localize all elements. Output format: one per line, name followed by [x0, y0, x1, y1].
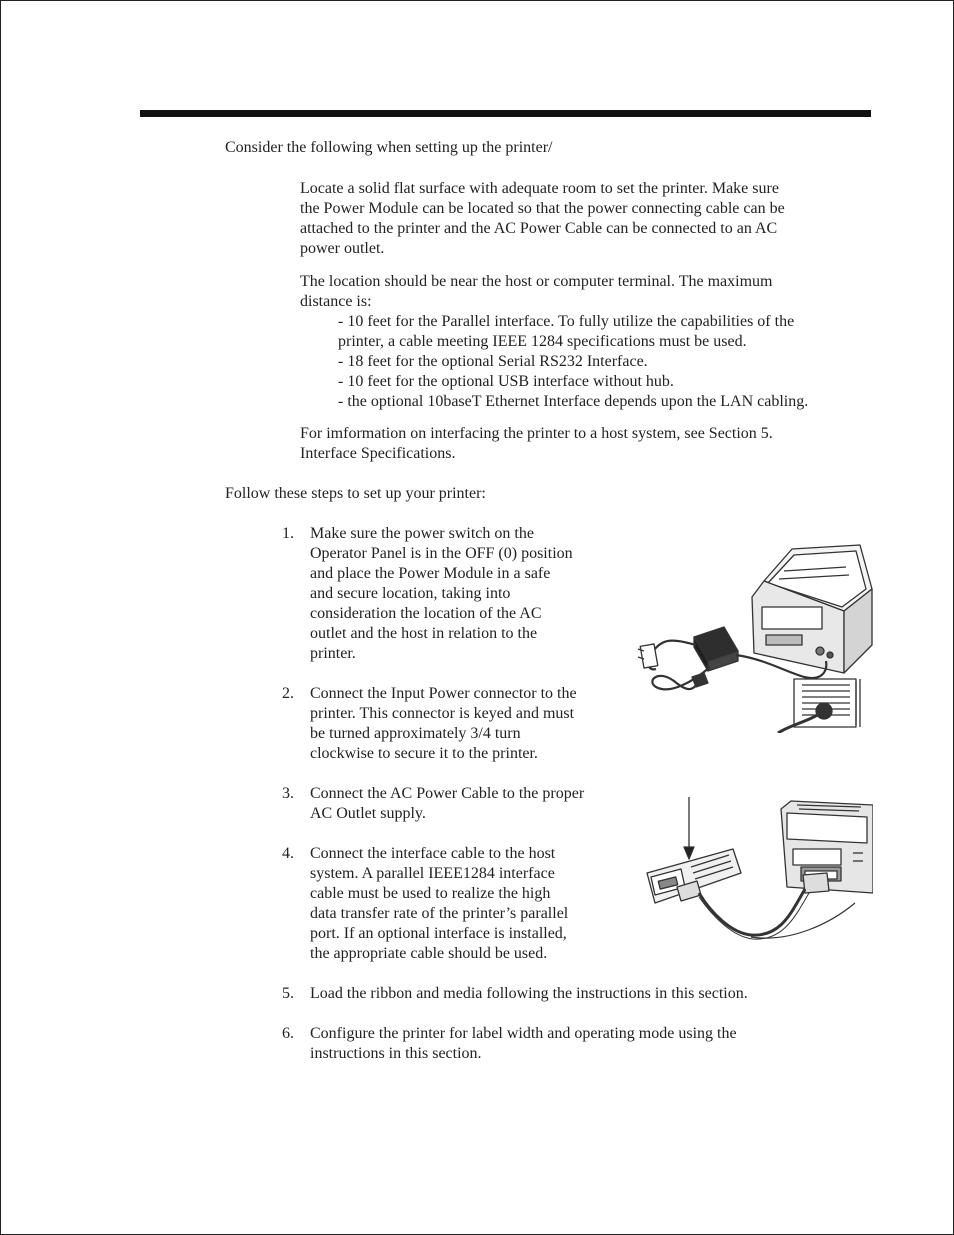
- intro-text: Consider the following when setting up the printer/: [225, 139, 553, 156]
- list-item: - 10 feet for the Parallel interface. To fully utilize the capabilities of the: [338, 313, 795, 330]
- interface-cable-illustration: [641, 783, 873, 949]
- distance-paragraph: The location should be near the host or computer terminal. The maximum distance is:: [300, 273, 773, 310]
- location-paragraph: Locate a solid flat surface with adequate room to set the printer. Make sure the Power Module can be located so that the power connecting cable can be attached to the printer and the AC Power Cable can be connected to an AC power outlet.: [300, 180, 785, 257]
- info-paragraph: For imformation on interfacing the printer to a host system, see Section 5. Interface Specifications.: [300, 425, 773, 462]
- document-page: Consider the following when setting up the printer/ Locate a solid flat surface with adequate room to set the printer. Make sure the Power Module can be located so that the power connecting cable can be attached to the printer and the AC Power Cable can be connected to an AC power outlet. The location should be near the host or computer terminal. The maximum distance is: - 10 feet for the Parallel interface. To fully utilize the capabilities of the printer, a cable meeting IEEE 1284 specifications must be used. - 18 feet for the optional Serial RS232 Interface. - 10 feet for the optional USB interface without hub. - the optional 10baseT Ethernet Interface depends upon the LAN cabling. For imformation on interfacing the printer to a host system, see Section 5. Interface Specifications. Follow these steps to set up your printer: 1. Make sure the power switch on the Operator Panel is in the OFF (0) position and place the Power Module in a safe and secure location, taking into consideration the location of the AC outlet and the host in relation to the printer. 2. Connect the Input Power connector to the printer. This connector is keyed and must be turned approximately 3/4 turn clockwise to secure it to the printer. 3. Connect the AC Power Cable to the proper AC Outlet supply. 4. Connect the interface cable to the host system. A parallel IEEE1284 interface cable must be used to realize the high data transfer rate of the printer’s parallel port. If an optional interface is installed, the appropriate cable should be used. 5. Load the ribbon and media following the instructions in this section. 6. Configure the printer for label width and operating mode using the instructions in this section.: [0, 0, 954, 1235]
- list-item: - the optional 10baseT Ethernet Interface depends upon the LAN cabling.: [338, 393, 809, 410]
- header-rule: [140, 110, 871, 117]
- list-item: - 10 feet for the optional USB interface without hub.: [338, 373, 674, 390]
- steps-intro: Follow these steps to set up your printer:: [225, 485, 486, 502]
- printer-power-illustration: [634, 541, 874, 733]
- list-item: - 18 feet for the optional Serial RS232 Interface.: [338, 353, 648, 370]
- list-item: printer, a cable meeting IEEE 1284 specifications must be used.: [338, 333, 747, 350]
- distance-list: [338, 312, 808, 412]
